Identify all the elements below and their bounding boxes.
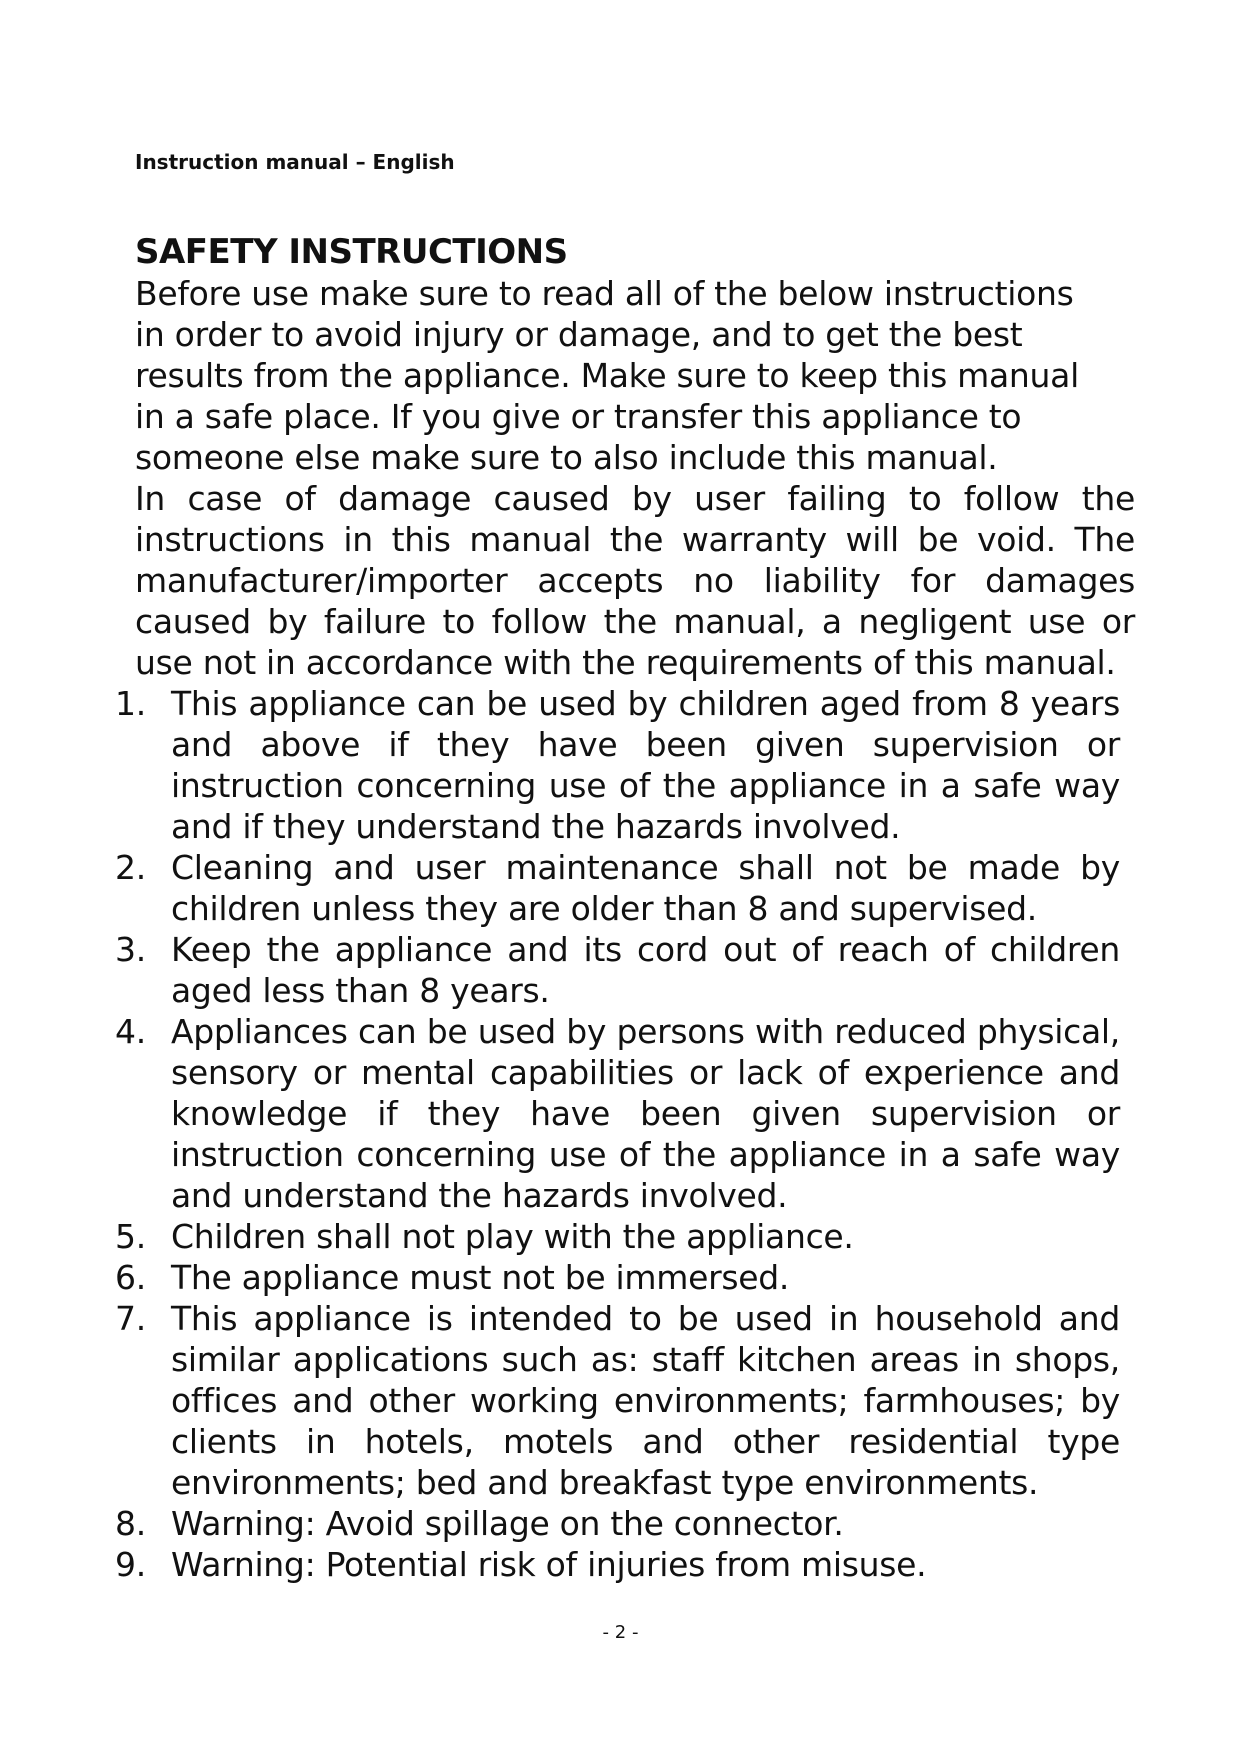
item-number: 5. <box>115 1217 146 1256</box>
list-item <box>115 1011 1120 1216</box>
item-number: 4. <box>115 1012 146 1051</box>
intro-paragraph: Before use make sure to read all of the below instructions in order to avoid injury or damage, and to get the best results from the appliance. Make sure to keep this manual in a safe place. If you give or transfer this appliance to someone else make sure to also include this manual. <box>135 274 1079 477</box>
list-item <box>115 1503 1120 1544</box>
page-number: - 2 - <box>602 1622 639 1643</box>
item-text: This appliance can be used by children aged from 8 years and above if they have been given supervision or instruction concerning use of the appliance in a safe way and if they understand the hazards involved. <box>171 684 1120 846</box>
warranty-paragraph: In case of damage caused by user failing to follow the instructions in this manual the warranty will be void. The manufacturer/importer accepts no liability for damages caused by failure to follow the manual, a negligent use or use not in accordance with the requirements of this manual. <box>135 479 1135 682</box>
list-item <box>115 1544 1120 1585</box>
item-number: 8. <box>115 1504 146 1543</box>
list-item <box>115 1298 1120 1503</box>
item-text: Warning: Avoid spillage on the connector. <box>171 1504 844 1543</box>
item-number: 6. <box>115 1258 146 1297</box>
section-title: SAFETY INSTRUCTIONS <box>135 232 568 272</box>
manual-content <box>115 232 1135 1585</box>
item-text: Appliances can be used by persons with reduced physical, sensory or mental capabilities or lack of experience and knowledge if they have been given supervision or instruction concerning use of the appliance in a safe way and understand the hazards involved. <box>171 1012 1120 1215</box>
list-item <box>115 929 1120 1011</box>
list-item <box>115 1257 1120 1298</box>
item-text: Children shall not play with the appliance. <box>171 1217 854 1256</box>
item-text: The appliance must not be immersed. <box>171 1258 790 1297</box>
list-item <box>115 1216 1120 1257</box>
list-item <box>115 683 1120 847</box>
item-number: 1. <box>115 684 146 723</box>
item-text: Keep the appliance and its cord out of reach of children aged less than 8 years. <box>171 930 1120 1010</box>
item-text: This appliance is intended to be used in household and similar applications such as: staff kitchen areas in shops, offices and other working environments; farmhouses; by clients in hotels, motels and other residential type environments; bed and breakfast type environments. <box>171 1299 1120 1502</box>
list-item <box>115 847 1120 929</box>
item-text: Cleaning and user maintenance shall not be made by children unless they are older than 8 and supervised. <box>171 848 1120 928</box>
item-number: 9. <box>115 1545 146 1584</box>
safety-list <box>115 683 1120 1585</box>
item-text: Warning: Potential risk of injuries from misuse. <box>171 1545 927 1584</box>
item-number: 3. <box>115 930 146 969</box>
document-header: Instruction manual – English <box>135 150 455 174</box>
item-number: 7. <box>115 1299 146 1338</box>
item-number: 2. <box>115 848 146 887</box>
